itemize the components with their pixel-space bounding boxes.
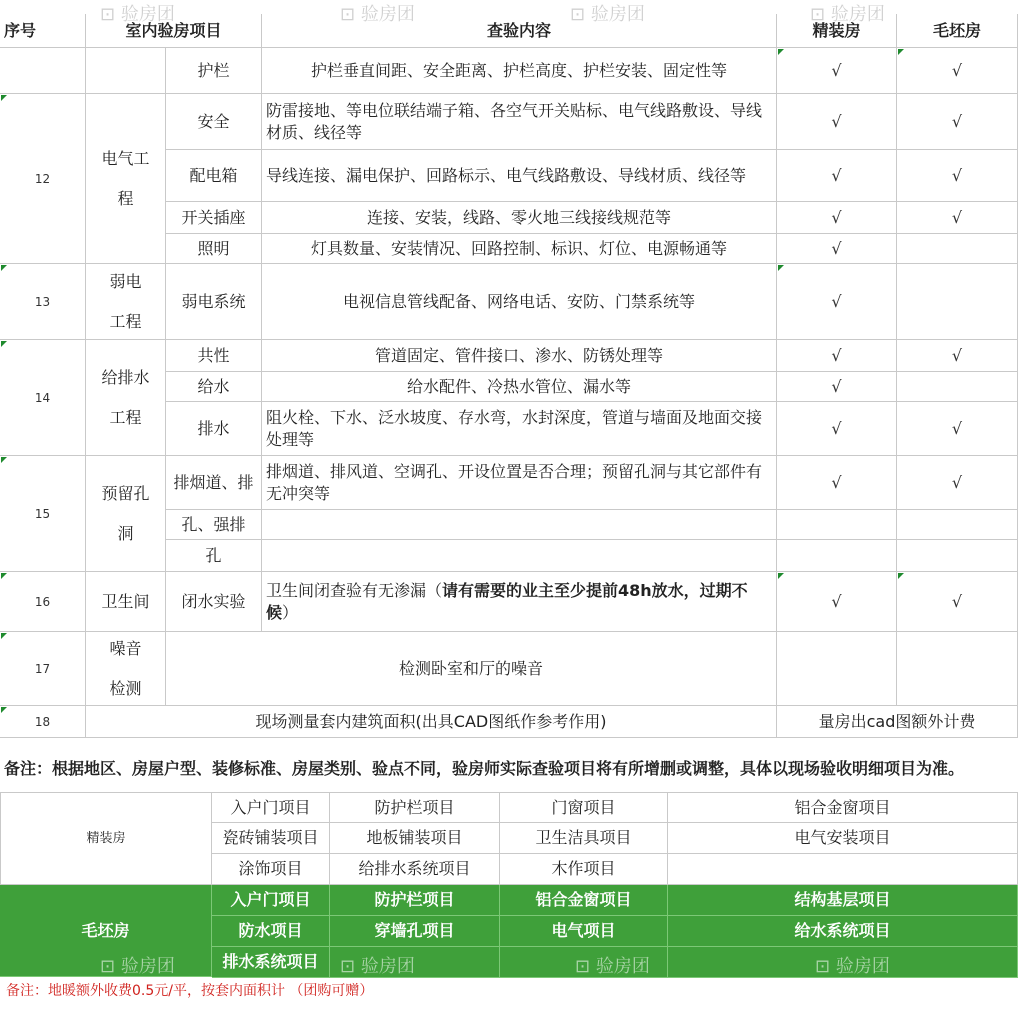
fine-item-cell: 木作项目 <box>500 854 668 885</box>
cat-electrical <box>86 94 166 264</box>
fine-item-cell <box>668 854 1018 885</box>
watermark <box>340 952 415 978</box>
content-drainage: 阻火栓、下水、泛水坡度、存水弯，水封深度，管道与墙面及地面交接处理等 <box>262 402 777 456</box>
camera-icon: ⊡ <box>340 956 356 977</box>
sub-common: 共性 <box>166 340 262 372</box>
content-common: 管道固定、管件接口、渗水、防锈处理等 <box>262 340 777 372</box>
fine-item-cell: 给排水系统项目 <box>330 854 500 885</box>
cell-marker <box>778 49 784 55</box>
camera-icon: ⊡ <box>575 956 591 977</box>
cell-marker <box>898 49 904 55</box>
cat-bathroom: 卫生间 <box>86 572 166 632</box>
watermark-text: 验房团 <box>360 4 415 25</box>
camera-icon: ⊡ <box>570 4 586 25</box>
header-content: 查验内容 <box>262 14 777 48</box>
seq-12: 12 <box>0 94 86 264</box>
header-fine: 精装房 <box>777 14 897 48</box>
camera-icon: ⊡ <box>100 956 116 977</box>
camera-icon: ⊡ <box>100 4 116 25</box>
cat-label: 洞 <box>117 523 134 543</box>
cat-label: 检测 <box>109 678 142 698</box>
header-seq: 序号 <box>0 14 86 48</box>
cell-marker <box>1 341 7 347</box>
fine-item-cell: 电气安装项目 <box>668 823 1018 854</box>
seq-13: 13 <box>0 264 86 340</box>
empty-cell <box>897 264 1018 340</box>
sub-lighting: 照明 <box>166 234 262 264</box>
empty-cell <box>777 510 897 540</box>
check-mark: √ <box>777 202 897 234</box>
cat-label: 工程 <box>109 407 142 427</box>
cell-marker <box>1 265 7 271</box>
header-item: 室内验房项目 <box>86 14 262 48</box>
cell-marker <box>898 573 904 579</box>
cat-label: 噪音 <box>109 638 142 658</box>
content-guardrail: 护栏垂直间距、安全距离、护栏高度、护栏安装、固定性等 <box>262 48 777 94</box>
cat-reserved-holes <box>86 456 166 572</box>
cell-marker <box>1 633 7 639</box>
content-part: ） <box>282 602 299 622</box>
cell-marker <box>1 95 7 101</box>
seq-cell-empty <box>0 48 86 94</box>
rough-item-cell: 排水系统项目 <box>212 947 330 978</box>
fine-item-cell: 防护栏项目 <box>330 792 500 823</box>
fine-item-cell: 瓷砖铺装项目 <box>212 823 330 854</box>
check-mark: √ <box>777 264 897 340</box>
seq-17: 17 <box>0 632 86 706</box>
rough-item-cell: 防护栏项目 <box>330 885 500 916</box>
empty-cell <box>897 632 1018 706</box>
cell-marker <box>778 573 784 579</box>
rough-item-cell: 防水项目 <box>212 916 330 947</box>
check-mark: √ <box>777 340 897 372</box>
check-mark: √ <box>777 372 897 402</box>
cell-marker <box>1 573 7 579</box>
check-mark: √ <box>777 94 897 150</box>
fine-label: 精装房 <box>0 792 212 885</box>
watermark <box>575 952 650 978</box>
watermark <box>100 952 175 978</box>
check-mark: √ <box>897 402 1018 456</box>
empty-cell <box>897 234 1018 264</box>
rough-item-cell: 穿墙孔项目 <box>330 916 500 947</box>
watermark <box>810 0 885 26</box>
check-mark: √ <box>897 94 1018 150</box>
empty-cell <box>897 372 1018 402</box>
camera-icon: ⊡ <box>815 956 831 977</box>
check-mark: √ <box>777 48 897 94</box>
content-switch-socket: 连接、安装，线路、零火地三线接线规范等 <box>262 202 777 234</box>
rough-item-cell: 电气项目 <box>500 916 668 947</box>
cat-label: 弱电 <box>109 271 142 291</box>
check-mark: √ <box>897 456 1018 510</box>
content-noise: 检测卧室和厅的噪音 <box>166 632 777 706</box>
seq-14: 14 <box>0 340 86 456</box>
remark-text: 备注：根据地区、房屋户型、装修标准、房屋类别、验点不同，验房师实际查验项目将有所增删或调整，具体以现场验收明细项目为准。 <box>4 759 965 778</box>
rough-item-cell: 结构基层项目 <box>668 885 1018 916</box>
sub-flue: 排烟道、排 <box>166 456 262 510</box>
fine-item-cell: 卫生洁具项目 <box>500 823 668 854</box>
content-weak-system: 电视信息管线配备、网络电话、安防、门禁系统等 <box>262 264 777 340</box>
watermark-text: 验房团 <box>830 4 885 25</box>
check-mark: √ <box>897 202 1018 234</box>
sub-safety: 安全 <box>166 94 262 150</box>
watermark <box>570 0 645 26</box>
check-mark: √ <box>777 234 897 264</box>
check-mark: √ <box>897 48 1018 94</box>
cell-marker <box>1 457 7 463</box>
fine-item-cell: 地板铺装项目 <box>330 823 500 854</box>
fine-item-cell: 铝合金窗项目 <box>668 792 1018 823</box>
sub-distribution-box: 配电箱 <box>166 150 262 202</box>
rough-label: 毛坯房 <box>0 885 212 977</box>
cat-label: 工程 <box>109 311 142 331</box>
sub-guardrail: 护栏 <box>166 48 262 94</box>
check-mark: √ <box>897 340 1018 372</box>
content-part: 卫生间闭查验有无渗漏（ <box>266 580 443 600</box>
check-mark: √ <box>777 572 897 632</box>
watermark <box>100 0 175 26</box>
rough-item-cell: 铝合金窗项目 <box>500 885 668 916</box>
watermark-text: 验房团 <box>835 956 890 977</box>
cat-label: 电气工 <box>101 148 150 168</box>
watermark <box>340 0 415 26</box>
empty-cell <box>897 510 1018 540</box>
content-water-test <box>262 572 777 632</box>
check-mark: √ <box>897 150 1018 202</box>
cad-fee: 量房出cad图额外计费 <box>777 706 1018 738</box>
seq-18: 18 <box>0 706 86 738</box>
watermark-text: 验房团 <box>590 4 645 25</box>
footer-note: 备注：地暖额外收费0.5元/平，按套内面积计 （团购可赠） <box>6 983 374 999</box>
watermark-text: 验房团 <box>120 956 175 977</box>
cat-weak-current <box>86 264 166 340</box>
cat-noise <box>86 632 166 706</box>
fine-item-cell: 入户门项目 <box>212 792 330 823</box>
cat-label: 给排水 <box>101 367 150 387</box>
content-measure: 现场测量套内建筑面积(出具CAD图纸作参考作用) <box>86 706 777 738</box>
cat-label: 预留孔 <box>101 483 150 503</box>
content-flue: 排烟道、排风道、空调孔、开设位置是否合理；预留孔洞与其它部件有无冲突等 <box>262 456 777 510</box>
content-safety: 防雷接地、等电位联结端子箱、各空气开关贴标、电气线路敷设、导线材质、线径等 <box>262 94 777 150</box>
content-water-supply: 给水配件、冷热水管位、漏水等 <box>262 372 777 402</box>
sub-drainage: 排水 <box>166 402 262 456</box>
sub-switch-socket: 开关插座 <box>166 202 262 234</box>
fine-item-cell: 门窗项目 <box>500 792 668 823</box>
empty-cell <box>777 632 897 706</box>
empty-cell <box>897 540 1018 572</box>
check-mark: √ <box>777 150 897 202</box>
watermark-text: 验房团 <box>120 4 175 25</box>
content-distribution-box: 导线连接、漏电保护、回路标示、电气线路敷设、导线材质、线径等 <box>262 150 777 202</box>
seq-15: 15 <box>0 456 86 572</box>
check-mark: √ <box>897 572 1018 632</box>
sub-water-test: 闭水实验 <box>166 572 262 632</box>
empty-cell <box>777 540 897 572</box>
header-rough: 毛坯房 <box>897 14 1018 48</box>
cell-marker <box>778 265 784 271</box>
content-emphasis: 请有需要的业主至少提前48h放水，过期不候 <box>266 580 748 622</box>
camera-icon: ⊡ <box>340 4 356 25</box>
check-mark: √ <box>777 456 897 510</box>
sub-weak-system: 弱电系统 <box>166 264 262 340</box>
empty-cell <box>262 540 777 572</box>
rough-item-cell: 入户门项目 <box>212 885 330 916</box>
cat-cell-empty <box>86 48 166 94</box>
watermark-text: 验房团 <box>360 956 415 977</box>
cell-marker <box>1 707 7 713</box>
watermark-text: 验房团 <box>595 956 650 977</box>
empty-cell <box>262 510 777 540</box>
fine-item-cell: 涂饰项目 <box>212 854 330 885</box>
sub-water-supply: 给水 <box>166 372 262 402</box>
cat-plumbing <box>86 340 166 456</box>
watermark <box>815 952 890 978</box>
cat-label: 程 <box>117 188 134 208</box>
content-lighting: 灯具数量、安装情况、回路控制、标识、灯位、电源畅通等 <box>262 234 777 264</box>
check-mark: √ <box>777 402 897 456</box>
seq-16: 16 <box>0 572 86 632</box>
rough-item-cell: 给水系统项目 <box>668 916 1018 947</box>
sub-forced-exhaust: 孔、强排 <box>166 510 262 540</box>
content-water-test-text <box>266 580 772 624</box>
sub-hole: 孔 <box>166 540 262 572</box>
camera-icon: ⊡ <box>810 4 826 25</box>
